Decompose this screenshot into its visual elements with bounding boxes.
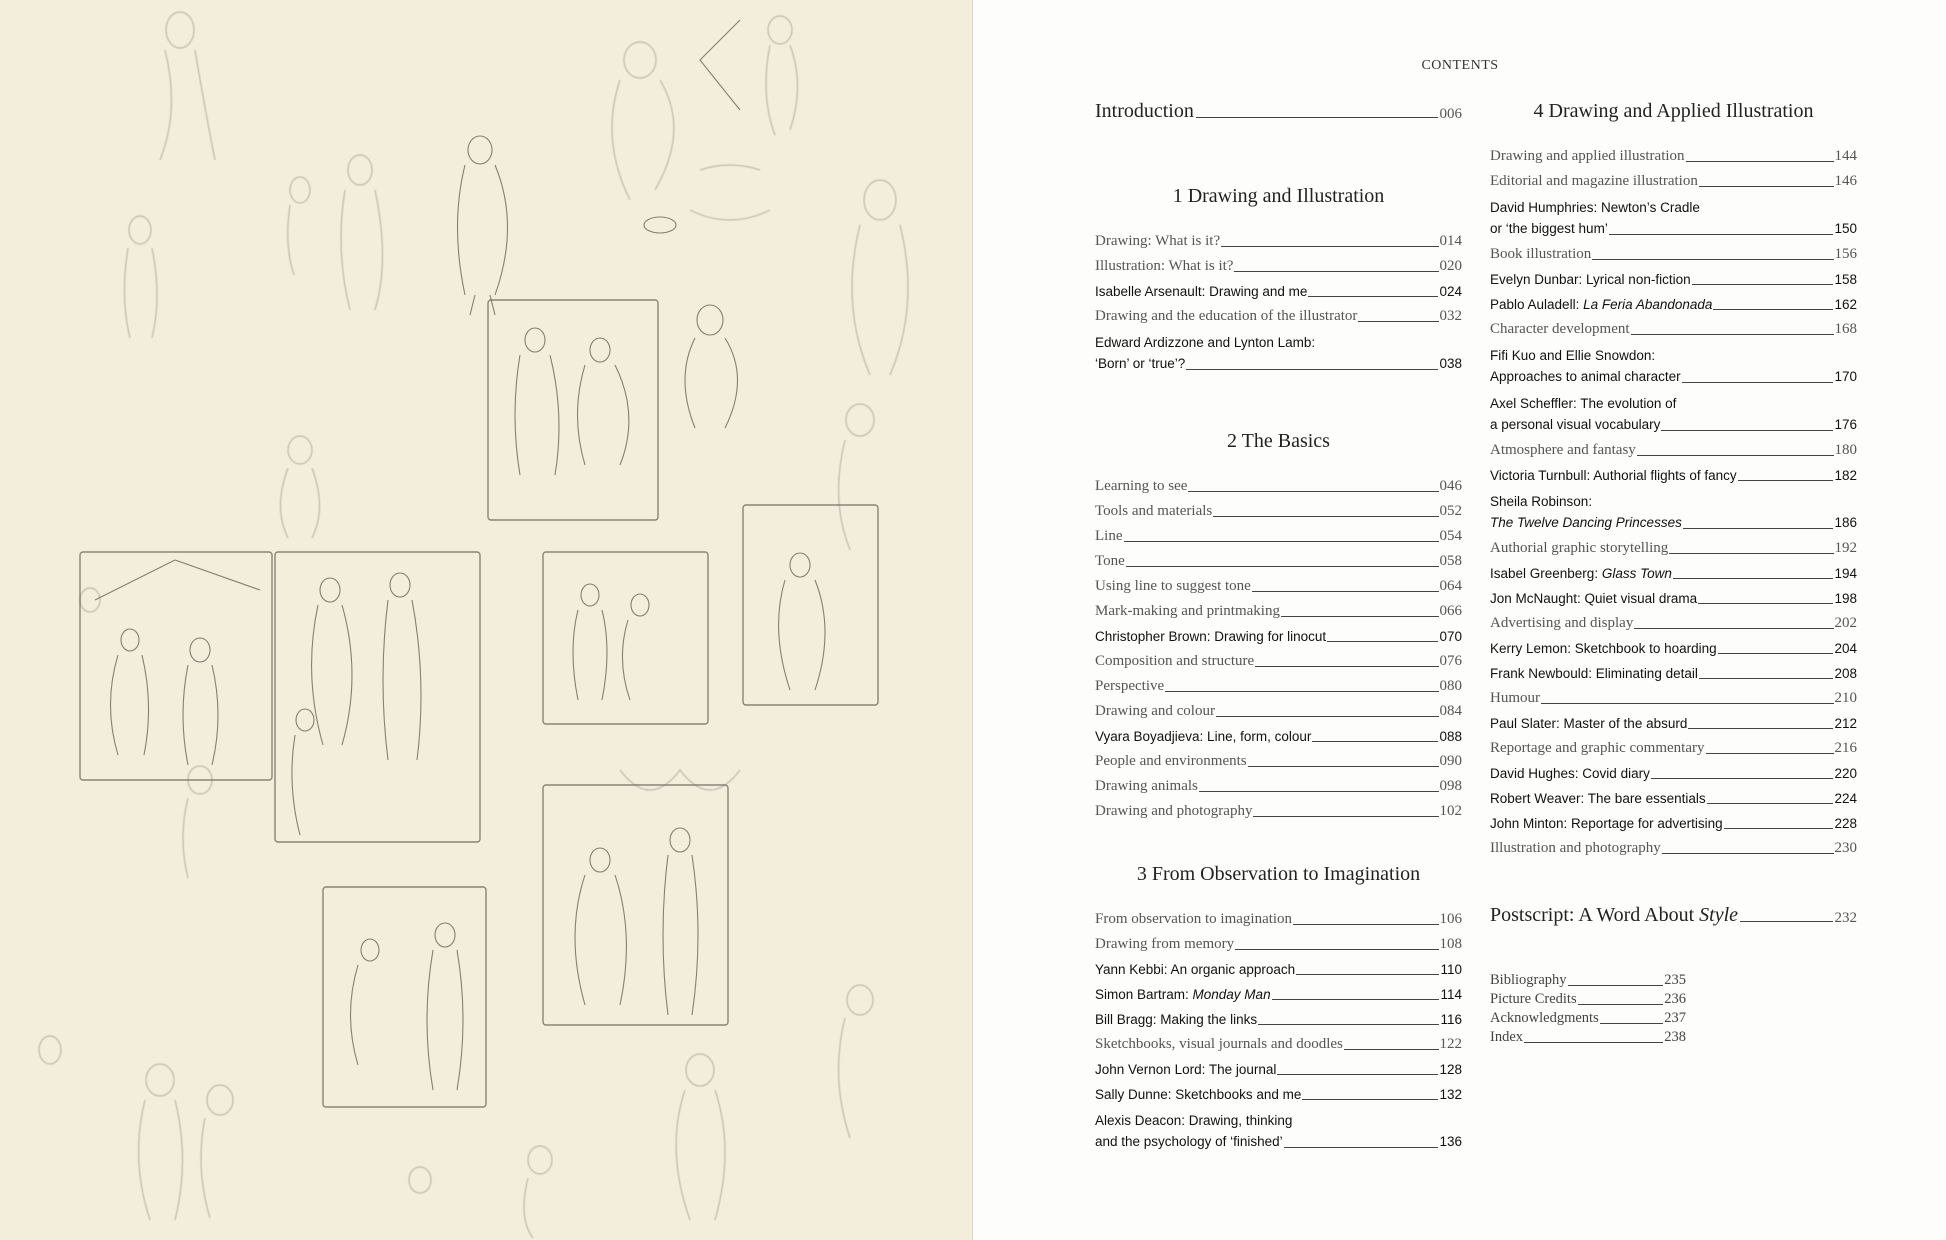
toc-entry[interactable] [1490, 764, 1857, 783]
entry-page: 220 [1834, 766, 1857, 781]
toc-entry[interactable] [1095, 577, 1462, 596]
entry-title: Christopher Brown: Drawing for linocut [1095, 629, 1327, 644]
toc-entry[interactable] [1095, 985, 1462, 1004]
entry-page: 230 [1834, 840, 1857, 856]
entry-page: 032 [1439, 308, 1462, 324]
leader-line [1186, 369, 1438, 370]
entry-page: 180 [1834, 442, 1857, 458]
entry-title-line2-italic: The Twelve Dancing Princesses [1490, 515, 1682, 530]
leader-line [1234, 271, 1438, 272]
entry-title: Paul Slater: Master of the absurd [1490, 716, 1688, 731]
toc-entry[interactable] [1095, 802, 1462, 821]
entry-title-line1: Sheila Robinson: [1490, 494, 1593, 509]
entry-title: Isabel Greenberg: [1490, 566, 1602, 581]
toc-entry[interactable] [1095, 332, 1462, 374]
entry-title-line1: Alexis Deacon: Drawing, thinking [1095, 1113, 1293, 1128]
introduction-title: Introduction [1095, 100, 1194, 122]
entry-page: 122 [1439, 1036, 1462, 1052]
entry-page: 116 [1440, 1012, 1462, 1027]
entry-title-italic: La Feria Abandonada [1583, 297, 1713, 312]
leader-line [1281, 616, 1439, 617]
entry-title-line1: Axel Scheffler: The evolution of [1490, 396, 1677, 411]
entry-title: Editorial and magazine illustration [1490, 173, 1698, 189]
back-entry-title: Index [1490, 1029, 1524, 1045]
leader-line [1707, 803, 1834, 804]
leader-line [1637, 455, 1834, 456]
toc-entry[interactable] [1490, 345, 1857, 387]
toc-entry[interactable] [1095, 307, 1462, 326]
entry-page: 136 [1439, 1134, 1462, 1149]
entry-title: Illustration: What is it? [1095, 258, 1234, 274]
entry-title: Drawing and the education of the illustrator [1095, 308, 1358, 324]
toc-entry[interactable] [1095, 727, 1462, 746]
entry-page: 084 [1439, 703, 1462, 719]
entry-title-line1: Edward Ardizzone and Lynton Lamb: [1095, 335, 1316, 350]
entry-title: Drawing and applied illustration [1490, 148, 1685, 164]
toc-entry[interactable] [1490, 814, 1857, 833]
entry-page: 108 [1439, 936, 1462, 952]
entry-title: Humour [1490, 690, 1540, 706]
toc-back-entry[interactable] [1490, 1028, 1686, 1047]
back-entry-page: 236 [1664, 991, 1686, 1007]
entry-page: 146 [1834, 173, 1857, 189]
entry-title: Jon McNaught: Quiet visual drama [1490, 591, 1698, 606]
toc-entry[interactable] [1490, 295, 1857, 314]
entry-title-italic: Monday Man [1192, 987, 1271, 1002]
leader-line [1196, 117, 1438, 118]
toc-entry[interactable] [1095, 1060, 1462, 1079]
contents-left-column [1095, 100, 1462, 1158]
entry-title: John Vernon Lord: The journal [1095, 1062, 1277, 1077]
entry-title: Using line to suggest tone [1095, 578, 1251, 594]
leader-line [1698, 603, 1833, 604]
toc-entry[interactable] [1490, 664, 1857, 683]
entry-page: 114 [1440, 987, 1462, 1002]
leader-line [1609, 234, 1834, 235]
toc-entry[interactable] [1095, 257, 1462, 276]
entry-title: Advertising and display [1490, 615, 1634, 631]
contents-page [972, 0, 1946, 1240]
toc-entry[interactable] [1095, 1110, 1462, 1152]
toc-entry[interactable] [1095, 960, 1462, 979]
toc-introduction[interactable] [1095, 100, 1462, 123]
toc-entry[interactable] [1095, 1035, 1462, 1054]
toc-entry[interactable] [1490, 689, 1857, 708]
entry-page: 020 [1439, 258, 1462, 274]
entry-title: Frank Newbould: Eliminating detail [1490, 666, 1698, 681]
entry-title: Victoria Turnbull: Authorial flights of fancy [1490, 468, 1737, 483]
entry-page: 228 [1834, 816, 1857, 831]
entry-title: Drawing animals [1095, 778, 1198, 794]
toc-entry[interactable] [1490, 839, 1857, 858]
leader-line [1673, 578, 1834, 579]
entry-title-line2: or ‘the biggest hum’ [1490, 221, 1608, 236]
sketch-page [0, 0, 972, 1240]
entry-title: Authorial graphic storytelling [1490, 540, 1669, 556]
toc-entry[interactable] [1490, 789, 1857, 808]
entry-title: Yann Kebbi: An organic approach [1095, 962, 1296, 977]
toc-entry[interactable] [1490, 589, 1857, 608]
toc-entry[interactable] [1490, 441, 1857, 460]
entry-title: Evelyn Dunbar: Lyrical non-fiction [1490, 272, 1691, 287]
entry-title-line2: and the psychology of ‘finished’ [1095, 1134, 1283, 1149]
back-entry-page: 237 [1664, 1010, 1686, 1026]
contents-heading: CONTENTS [1421, 58, 1499, 73]
leader-line [1199, 791, 1439, 792]
leader-line [1738, 480, 1834, 481]
entry-page: 194 [1834, 566, 1857, 581]
leader-line [1592, 259, 1833, 260]
toc-entry[interactable] [1095, 1085, 1462, 1104]
leader-line [1248, 766, 1439, 767]
leader-line [1126, 566, 1439, 567]
postscript-page: 232 [1834, 910, 1857, 926]
back-entry-title: Picture Credits [1490, 991, 1577, 1007]
toc-entry[interactable] [1490, 172, 1857, 191]
entry-title: Pablo Auladell: [1490, 297, 1584, 312]
toc-entry[interactable] [1095, 777, 1462, 796]
toc-postscript[interactable] [1490, 904, 1857, 927]
entry-page: 076 [1439, 653, 1462, 669]
back-entry-title: Bibliography [1490, 972, 1567, 988]
back-entry-page: 235 [1664, 972, 1686, 988]
leader-line [1692, 284, 1834, 285]
back-entry-title: Acknowledgments [1490, 1010, 1599, 1026]
toc-entry[interactable] [1490, 270, 1857, 289]
entry-title-line2: ‘Born’ or ‘true’? [1095, 356, 1186, 371]
entry-title: Sketchbooks, visual journals and doodles [1095, 1036, 1343, 1052]
toc-entry[interactable] [1490, 614, 1857, 633]
entry-title: Learning to see [1095, 478, 1188, 494]
toc-entry[interactable] [1490, 147, 1857, 166]
entry-title-line2: a personal visual vocabulary [1490, 417, 1661, 432]
entry-page: 192 [1834, 540, 1857, 556]
toc-back-entry[interactable] [1490, 990, 1686, 1009]
leader-line [1718, 653, 1834, 654]
postscript-title-italic: Style [1699, 904, 1739, 926]
entry-page: 080 [1439, 678, 1462, 694]
leader-line [1344, 1049, 1439, 1050]
leader-line [1568, 985, 1664, 986]
entry-page: 098 [1439, 778, 1462, 794]
leader-line [1277, 1074, 1438, 1075]
toc-entry[interactable] [1490, 739, 1857, 758]
leader-line [1699, 678, 1834, 679]
toc-entry[interactable] [1490, 564, 1857, 583]
entry-title: Robert Weaver: The bare essentials [1490, 791, 1706, 806]
entry-title-line1: David Humphries: Newton’s Cradle [1490, 200, 1700, 215]
leader-line [1683, 528, 1834, 529]
toc-entry[interactable] [1490, 320, 1857, 339]
leader-line [1272, 999, 1440, 1000]
leader-line [1651, 778, 1834, 779]
entry-title: Mark-making and printmaking [1095, 603, 1280, 619]
toc-entry[interactable] [1095, 910, 1462, 929]
entry-page: 170 [1834, 369, 1857, 384]
toc-entry[interactable] [1095, 652, 1462, 671]
back-matter [1490, 971, 1857, 1047]
entry-page: 128 [1439, 1062, 1462, 1077]
entry-page: 210 [1834, 690, 1857, 706]
leader-line [1524, 1042, 1663, 1043]
entry-title: Tone [1095, 553, 1125, 569]
entry-page: 208 [1834, 666, 1857, 681]
toc-back-entry[interactable] [1490, 971, 1686, 990]
leader-line [1213, 516, 1438, 517]
entry-page: 204 [1834, 641, 1857, 656]
leader-line [1699, 186, 1834, 187]
entry-page: 054 [1439, 528, 1462, 544]
entry-title: Perspective [1095, 678, 1165, 694]
leader-line [1662, 853, 1834, 854]
entry-page: 150 [1834, 221, 1857, 236]
leader-line [1252, 591, 1439, 592]
entry-page: 106 [1439, 911, 1462, 927]
entry-page: 058 [1439, 553, 1462, 569]
entry-title-line1: Fifi Kuo and Ellie Snowdon: [1490, 348, 1656, 363]
entry-page: 066 [1439, 603, 1462, 619]
section-title: 4 Drawing and Applied Illustration [1533, 100, 1814, 122]
entry-title-italic: Glass Town [1601, 566, 1672, 581]
toc-entry[interactable] [1490, 245, 1857, 264]
entry-page: 156 [1834, 246, 1857, 262]
toc-entry[interactable] [1095, 552, 1462, 571]
entry-page: 024 [1439, 284, 1462, 299]
leader-line [1308, 296, 1438, 297]
back-entry-page: 238 [1664, 1029, 1686, 1045]
entry-title: Drawing: What is it? [1095, 233, 1221, 249]
entry-page: 070 [1439, 629, 1462, 644]
entry-title: Simon Bartram: [1095, 987, 1193, 1002]
toc-entry[interactable] [1095, 752, 1462, 771]
toc-entry[interactable] [1095, 527, 1462, 546]
toc-entry[interactable] [1095, 935, 1462, 954]
entry-title: Isabelle Arsenault: Drawing and me [1095, 284, 1308, 299]
toc-entry[interactable] [1095, 502, 1462, 521]
entry-title: People and environments [1095, 753, 1247, 769]
leader-line [1686, 161, 1834, 162]
entry-page: 014 [1439, 233, 1462, 249]
entry-page: 102 [1439, 803, 1462, 819]
entry-title: Vyara Boyadjieva: Line, form, colour [1095, 729, 1312, 744]
contents-right-column [1490, 100, 1857, 1047]
toc-entry[interactable] [1490, 491, 1857, 533]
leader-line [1296, 974, 1439, 975]
entry-title-line2: Approaches to animal character [1490, 369, 1681, 384]
leader-line [1688, 728, 1833, 729]
leader-line [1713, 309, 1833, 310]
leader-line [1327, 641, 1438, 642]
toc-entry[interactable] [1490, 639, 1857, 658]
leader-line [1293, 924, 1438, 925]
entry-page: 162 [1834, 297, 1857, 312]
leader-line [1221, 246, 1438, 247]
entry-title: From observation to imagination [1095, 911, 1293, 927]
entry-page: 212 [1834, 716, 1857, 731]
entry-page: 158 [1834, 272, 1857, 287]
entry-page: 168 [1834, 321, 1857, 337]
leader-line [1284, 1147, 1439, 1148]
entry-title: Kerry Lemon: Sketchbook to hoarding [1490, 641, 1717, 656]
leader-line [1235, 949, 1438, 950]
leader-line [1634, 628, 1833, 629]
leader-line [1358, 321, 1438, 322]
postscript-title: Postscript: A Word About [1490, 904, 1700, 926]
entry-page: 046 [1439, 478, 1462, 494]
entry-page: 090 [1439, 753, 1462, 769]
entry-page: 052 [1439, 503, 1462, 519]
entry-page: 132 [1439, 1087, 1462, 1102]
entry-page: 144 [1834, 148, 1857, 164]
entry-title: Drawing from memory [1095, 936, 1235, 952]
leader-line [1124, 541, 1439, 542]
entry-title: Tools and materials [1095, 503, 1213, 519]
section-title: 3 From Observation to Imagination [1136, 863, 1421, 885]
entry-title: Book illustration [1490, 246, 1592, 262]
entry-title: Drawing and colour [1095, 703, 1215, 719]
leader-line [1541, 703, 1834, 704]
entry-title: Character development [1490, 321, 1630, 337]
entry-title: Composition and structure [1095, 653, 1255, 669]
entry-page: 088 [1439, 729, 1462, 744]
entry-page: 224 [1834, 791, 1857, 806]
toc-entry[interactable] [1095, 282, 1462, 301]
leader-line [1631, 334, 1834, 335]
entry-page: 176 [1834, 417, 1857, 432]
leader-line [1188, 491, 1438, 492]
leader-line [1578, 1004, 1664, 1005]
toc-entry[interactable] [1490, 466, 1857, 485]
toc-entry[interactable] [1095, 602, 1462, 621]
leader-line [1258, 1024, 1439, 1025]
entry-page: 216 [1834, 740, 1857, 756]
leader-line [1600, 1023, 1664, 1024]
entry-page: 198 [1834, 591, 1857, 606]
entry-page: 202 [1834, 615, 1857, 631]
entry-page: 038 [1439, 356, 1462, 371]
entry-page: 110 [1440, 962, 1462, 977]
leader-line [1706, 753, 1834, 754]
entry-page: 182 [1834, 468, 1857, 483]
leader-line [1682, 382, 1834, 383]
leader-line [1661, 430, 1833, 431]
toc-entry[interactable] [1095, 477, 1462, 496]
leader-line [1165, 691, 1438, 692]
toc-entry[interactable] [1095, 1010, 1462, 1029]
toc-entry[interactable] [1490, 197, 1857, 239]
entry-title: John Minton: Reportage for advertising [1490, 816, 1723, 831]
entry-page: 186 [1834, 515, 1857, 530]
entry-title: Illustration and photography [1490, 840, 1661, 856]
entry-title: Drawing and photography [1095, 803, 1253, 819]
toc-entry[interactable] [1095, 232, 1462, 251]
section-title: 1 Drawing and Illustration [1172, 185, 1385, 207]
leader-line [1724, 828, 1834, 829]
leader-line [1740, 921, 1832, 922]
entry-title: David Hughes: Covid diary [1490, 766, 1650, 781]
toc-entry[interactable] [1490, 539, 1857, 558]
introduction-page: 006 [1439, 106, 1462, 122]
section-title: 2 The Basics [1227, 430, 1330, 452]
toc-entry[interactable] [1095, 702, 1462, 721]
toc-entry[interactable] [1095, 627, 1462, 646]
leader-line [1216, 716, 1439, 717]
entry-title: Bill Bragg: Making the links [1095, 1012, 1258, 1027]
pencil-sketch-illustration [0, 0, 972, 1240]
entry-title: Atmosphere and fantasy [1490, 442, 1636, 458]
toc-entry[interactable] [1095, 677, 1462, 696]
entry-title: Reportage and graphic commentary [1490, 740, 1705, 756]
leader-line [1669, 553, 1833, 554]
leader-line [1255, 666, 1438, 667]
toc-back-entry[interactable] [1490, 1009, 1686, 1028]
toc-entry[interactable] [1490, 393, 1857, 435]
entry-title: Sally Dunne: Sketchbooks and me [1095, 1087, 1302, 1102]
leader-line [1253, 816, 1438, 817]
toc-entry[interactable] [1490, 714, 1857, 733]
entry-title: Line [1095, 528, 1123, 544]
leader-line [1302, 1099, 1438, 1100]
leader-line [1312, 741, 1438, 742]
entry-page: 064 [1439, 578, 1462, 594]
